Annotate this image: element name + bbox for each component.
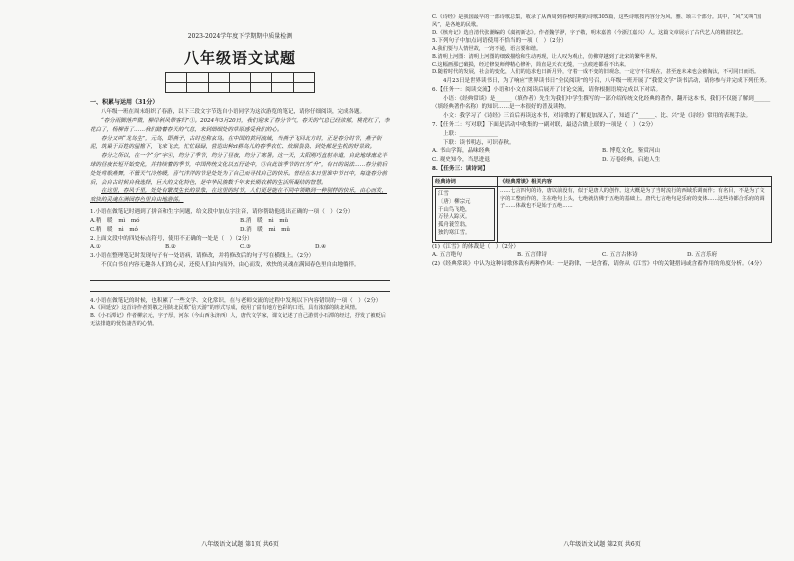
passage-paragraph: 春分之所以，在一个“分”字④，均分了季节，均分了昼夜，均分了寒暑。这一天，太阳刚巧直射赤道，自此地球南北半球的昼夜长短开始变化，并持续着的季节，中国传统文化以五行论中，③自此该季节的日为“升”，有日的说法……春分前后处处莺歌燕舞，不管天气冷热暖，喜气洋洋的节是处处为了自己而寻找自己的快乐。曾经在本日里谁中节日中，每逢春分前后，会自古时候自我选择，巨大的文化特色，是中华民族数千年来长期农耕的生活所凝结的智慧。 <box>90 153 388 186</box>
intro-text: 八年级一班在周末组织了春游，以下三段文字节选自小语同学为这次游览的笔记，请你仔细阅读，完成各题。 <box>101 109 366 116</box>
passage-paragraph: 春分又叫“龙鸟生”，元鸟，即燕子，古时也称玄鸟。在中国的黄河流域，当燕子飞回北方时，正是春分时节，燕子衔泥，筑巢于百姓的屋檐下，飞来飞去，忙忙碌碌，营造出种zī耕鸟儿的春季农忙、炊烟袅袅、到处都是生机的好景致。 <box>90 135 382 151</box>
option-d[interactable]: D. 万卷经典，启迪人生 <box>602 157 661 164</box>
question-4-option-b[interactable]: B.《小石潭记》作者柳宗元，字子厚，河东（今山西永济西）人，唐代文学家，课文记述了自己游赏小石潭的经过，抒发了被贬后无法排遣的忧伤凄苦的心情。 <box>90 313 386 327</box>
option-b[interactable]: B.消 暖 nì mǔ <box>240 217 289 224</box>
question-7-options <box>432 147 772 165</box>
page-footer: 八年级语文试题 第1页 共6页 <box>201 541 279 548</box>
option-b[interactable]: B. 五言律诗 <box>517 252 548 259</box>
option-b[interactable]: B. 博览文化，鉴赏河山 <box>602 148 661 155</box>
question-3-sentence: 不仅白书在内容无趣各人们的心灵，还使人们由内而外，由心而发，欢快的灵魂在满园春色里自由地徜徉。 <box>101 261 360 268</box>
question-3: 3.小语在整理笔记时发现句子有一处语病，请修改，并将修改后的句子写在横线上。（2分） <box>90 253 315 260</box>
option-c[interactable]: C. 五言古体诗 <box>602 252 638 259</box>
question-6: 6.【任务一：阅读交流】小语和小文在阅读后展开了讨论交流，请你根据语境完成以下对话。 <box>432 87 662 94</box>
question-8-1-options <box>432 251 772 260</box>
score-table <box>165 72 315 93</box>
option-d[interactable]: D.消 暖 mì mǔ <box>240 226 291 233</box>
question-2: 2.上面文段中的四处标点符号，使用不正确的一处是（ ）（2分） <box>90 235 253 242</box>
question-5-option-a[interactable]: A.我们要与人情世故，一窍不通，语言要和谐。 <box>432 46 542 53</box>
question-2-options <box>90 243 390 252</box>
question-4-option-c[interactable]: C.《诗经》是我国最早的一部诗歌总集，收录了从西周到春秋时期的诗歌305篇，这些诗歌按内容分为风、雅、颂三个部分。其中，“风”又叫“国风”，是各地的民歌。 <box>432 14 762 28</box>
option-a[interactable]: A. 五言绝句 <box>432 252 462 259</box>
page-footer: 八年级语文试题 第2页 共6页 <box>563 541 641 548</box>
page-1 <box>90 14 390 554</box>
question-8-1: (1)《江雪》的体裁是（ ）（2分） <box>432 243 519 250</box>
passage-underlined: 在这里，春风千里，处处有繁茂生长的景象，在这里的时节，人们更是能在不同中领略到一种别样的快乐，由心而发，欢快的灵魂在满园春色里自由地游荡。 <box>90 188 388 204</box>
question-4-option-a[interactable]: A.《回延安》这首诗作者贺敬之用陕北民歌“信天游”的形式写成，使用了富有地方色彩的口语，具有浓郁的陕北风情。 <box>90 305 361 312</box>
question-5-option-c[interactable]: C.这幅画那已破损，经过修复师傅精心修补，简直是天衣无缝，一点痕迹都看不出来。 <box>432 61 630 68</box>
passage-paragraph: “春分雨脚落声微，柳岸斜风带客归”①。2024年3月20日，我们迎来了春分节气，春天的气息已经浓郁，桃花红了，李花白了，杨柳青了……我们踏着春天的气息，来到细细处的草原感受我们的心。 <box>90 118 390 133</box>
question-1-options <box>90 217 390 235</box>
poem-text: 江雪 〔唐〕柳宗元 千山鸟飞绝， 万径人踪灭。 孤舟蓑笠翁， 独钓寒江雪。 <box>435 188 495 241</box>
exam-header: 2023-2024学年度下学期期中质量检测 <box>187 33 293 40</box>
couplet-lower: 下联：读书明志，可识春秋。 <box>443 139 515 146</box>
option-c[interactable]: C. 观史知今，当思进退 <box>432 157 490 164</box>
option-c[interactable]: C.③ <box>240 244 251 251</box>
question-1: 1.小语在做笔记时遇到了拼音和生字问题，给文段中加点字注音，请你帮助他选出正确的一项（ ）（2分） <box>90 209 354 216</box>
question-5: 5.下列句子中加点词语使用不恰当的一项（ ）（2分） <box>432 38 567 45</box>
question-8-2: (2)《经典常谈》中认为这种诗歌体裁有两种作风：一是韵律，一是含蓄，请你从《江雪》中的关键措词或含蓄作用的角度分析。（4分） <box>432 261 766 268</box>
option-c[interactable]: C.稍 暖 nì mó <box>90 226 138 233</box>
option-a[interactable]: A.稍 暖 mì mó <box>90 217 140 224</box>
table-header-content: 《经典常谈》相关内容 <box>498 176 772 186</box>
question-7: 7.【任务二：写对联】下面是活动中收集的一副对联，最适合做上联的一项是（ ）（2分） <box>432 122 657 129</box>
option-d[interactable]: D. 五言乐府 <box>687 252 718 259</box>
poem-cell <box>433 186 498 242</box>
question-6-dialogue-2: 小文：我学习了《诗经》三首后再读这本书，对诗歌的了解更加深入了，知道了“______、比、兴”是《诗经》常用的表现手法。 <box>443 113 752 120</box>
event-intro: 4月23日是世界读书日，为了响应“世界读书日”全民阅读”的号召，八年级一班开展了“我爱文学”读书活动，请你参与并完成下列任务。 <box>443 78 771 85</box>
option-a[interactable]: A.① <box>90 244 101 251</box>
question-5-option-b[interactable]: B.清明上河图：清明上河图的细致描绘和生动再现，让人叹为观止，仿佛穿越到了北宋的繁华世界。 <box>432 53 661 60</box>
page-2 <box>432 14 772 554</box>
section-heading: 一、积累与运用（31分） <box>90 99 159 107</box>
option-a[interactable]: A. 书山学海，品味经典 <box>432 148 490 155</box>
question-8: 8.【任务三：读诗词】 <box>432 166 489 173</box>
table-header-poem: 经典诗词 <box>433 176 498 186</box>
poem-table <box>432 176 772 243</box>
option-b[interactable]: B.② <box>165 244 176 251</box>
question-4-option-d[interactable]: D.《核舟记》选自清代张潮编的《虞初新志》。作者魏学洢，字子敬，明末嘉善（今浙江嘉兴）人。这篇文章展示了古代艺人的精湛技艺。 <box>432 29 747 36</box>
option-d[interactable]: D.④ <box>315 244 327 251</box>
question-6-dialogue-1: 小语：《经典常谈》是______（填作者）先生为我们中学生撰写的一部介绍传统文化经典的著作，翻开这本书，我们不仅能了解到______（填经典著作名称）的知识……是一本很好的普及读物。 <box>432 95 771 111</box>
couplet-upper: 上联：______________ <box>443 130 499 137</box>
content-cell: ……七言四句的诗，唐以前没有，似于是唐人的创作。这大概是为了当时流行的西域乐调而作；有名目，不是为了文字的工整而作的，主在绝句上头，七绝就仿佛于五绝的基础上。唐代七言绝句是乐府的变体……这些诗都合乐府的调子……体裁也不是始于五绝…… <box>498 186 772 242</box>
question-5-option-d[interactable]: D.随着时代的发展，社会的变化，人们的追求也日新月异，守着一成不变的旧观念，一定守不住现在，甚至连未来也会被淘汰，不可同日而语。 <box>432 69 760 76</box>
answer-line[interactable] <box>90 272 390 281</box>
question-4: 4.小语在做笔记的时候，也积累了一些文学、文化常识，在与老师交流的过程中发现以下内容错误的一项（ ）（2分） <box>90 297 382 304</box>
exam-title: 八年级语文试题 <box>183 49 296 68</box>
answer-line[interactable] <box>90 283 390 292</box>
